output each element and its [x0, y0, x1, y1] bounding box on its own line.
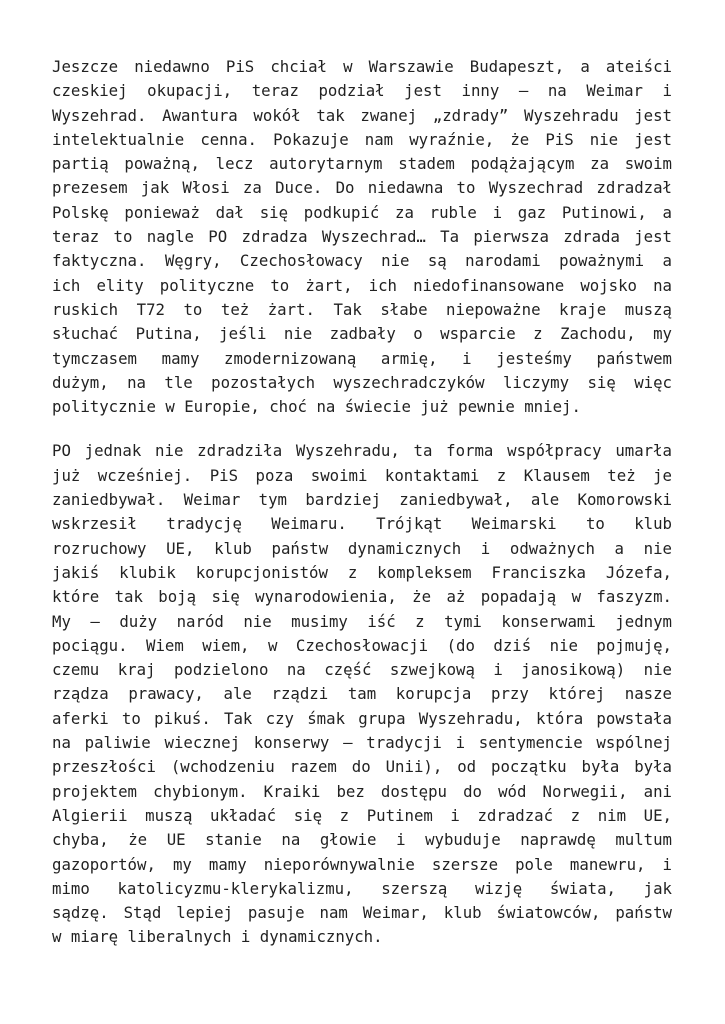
text-line: projektem chybionym. Kraiki bez dostępu do wód Norwegii, ani [52, 781, 672, 801]
text-line: czemu kraj podzielono na część szwejkową i janosikową) nie [52, 660, 672, 680]
text-line: rządza prawacy, ale rządzi tam korupcja przy której nasze [52, 684, 672, 704]
text-line: na paliwie wiecznej konserwy – tradycji i sentymencie wspólnej [52, 733, 672, 753]
text-line: intelektualnie cenna. Pokazuje nam wyraźnie, że PiS nie jest [52, 129, 672, 149]
paragraph-2 [52, 439, 672, 949]
text-line: czeskiej okupacji, teraz podział jest inny – na Weimar i [52, 81, 672, 101]
text-line: My – duży naród nie musimy iść z tymi konserwami jednym [52, 611, 672, 631]
text-line: już wcześniej. PiS poza swoimi kontaktami z Klausem też je [52, 465, 672, 485]
text-line: pociągu. Wiem wiem, w Czechosłowacji (do dziś nie pojmuję, [52, 635, 672, 655]
text-line: ruskich T72 to też żart. Tak słabe niepoważne kraje muszą [52, 299, 672, 319]
text-line: Wyszehrad. Awantura wokół tak zwanej „zdrady” Wyszehradu jest [52, 105, 672, 125]
text-line: przeszłości (wchodzeniu razem do Unii), od początku była była [52, 757, 672, 777]
text-line: PO jednak nie zdradziła Wyszehradu, ta forma współpracy umarła [52, 441, 672, 461]
text-line: Jeszcze niedawno PiS chciał w Warszawie Budapeszt, a ateiści [52, 57, 672, 76]
text-line: aferki to pikuś. Tak czy śmak grupa Wyszehradu, która powstała [52, 708, 672, 728]
text-line: w miarę liberalnych i dynamicznych. [52, 927, 383, 947]
paragraph-1 [52, 55, 672, 419]
text-line: dużym, na tle pozostałych wyszechradczyków liczymy się więc [52, 372, 672, 392]
text-line: prezesem jak Włosi za Duce. Do niedawna to Wyszechrad zdradzał [52, 178, 672, 198]
text-line: zaniedbywał. Weimar tym bardziej zaniedbywał, ale Komorowski [52, 490, 672, 510]
text-line: mimo katolicyzmu-klerykalizmu, szerszą wizję świata, jak [52, 878, 672, 898]
text-line: gazoportów, my mamy nieporównywalnie szersze pole manewru, i [52, 854, 672, 874]
text-line: politycznie w Europie, choć na świecie już pewnie mniej. [52, 397, 581, 417]
text-line: sądzę. Stąd lepiej pasuje nam Weimar, klub światowców, państw [52, 903, 672, 923]
text-line: tymczasem mamy zmodernizowaną armię, i jesteśmy państwem [52, 348, 672, 368]
text-line: faktyczna. Węgry, Czechosłowacy nie są narodami poważnymi a [52, 251, 672, 271]
text-line: wskrzesił tradycję Weimaru. Trójkąt Weimarski to klub [52, 514, 672, 534]
text-line: teraz to nagle PO zdradza Wyszechrad… Ta pierwsza zdrada jest [52, 227, 672, 247]
text-line: rozruchowy UE, klub państw dynamicznych i odważnych a nie [52, 538, 672, 558]
text-line: jakiś klubik korupcjonistów z kompleksem Franciszka Józefa, [52, 562, 672, 582]
text-line: ich elity polityczne to żart, ich niedofinansowane wojsko na [52, 275, 672, 295]
text-line: Algierii muszą układać się z Putinem i zdradzać z nim UE, [52, 805, 672, 825]
text-line: chyba, że UE stanie na głowie i wybuduje naprawdę multum [52, 830, 672, 850]
text-line: partią poważną, lecz autorytarnym stadem podążającym za swoim [52, 154, 672, 174]
document-page [52, 55, 672, 950]
text-line: Polskę ponieważ dał się podkupić za ruble i gaz Putinowi, a [52, 202, 672, 222]
text-line: które tak boją się wynarodowienia, że aż popadają w faszyzm. [52, 587, 672, 607]
text-line: słuchać Putina, jeśli nie zadbały o wsparcie z Zachodu, my [52, 324, 672, 344]
